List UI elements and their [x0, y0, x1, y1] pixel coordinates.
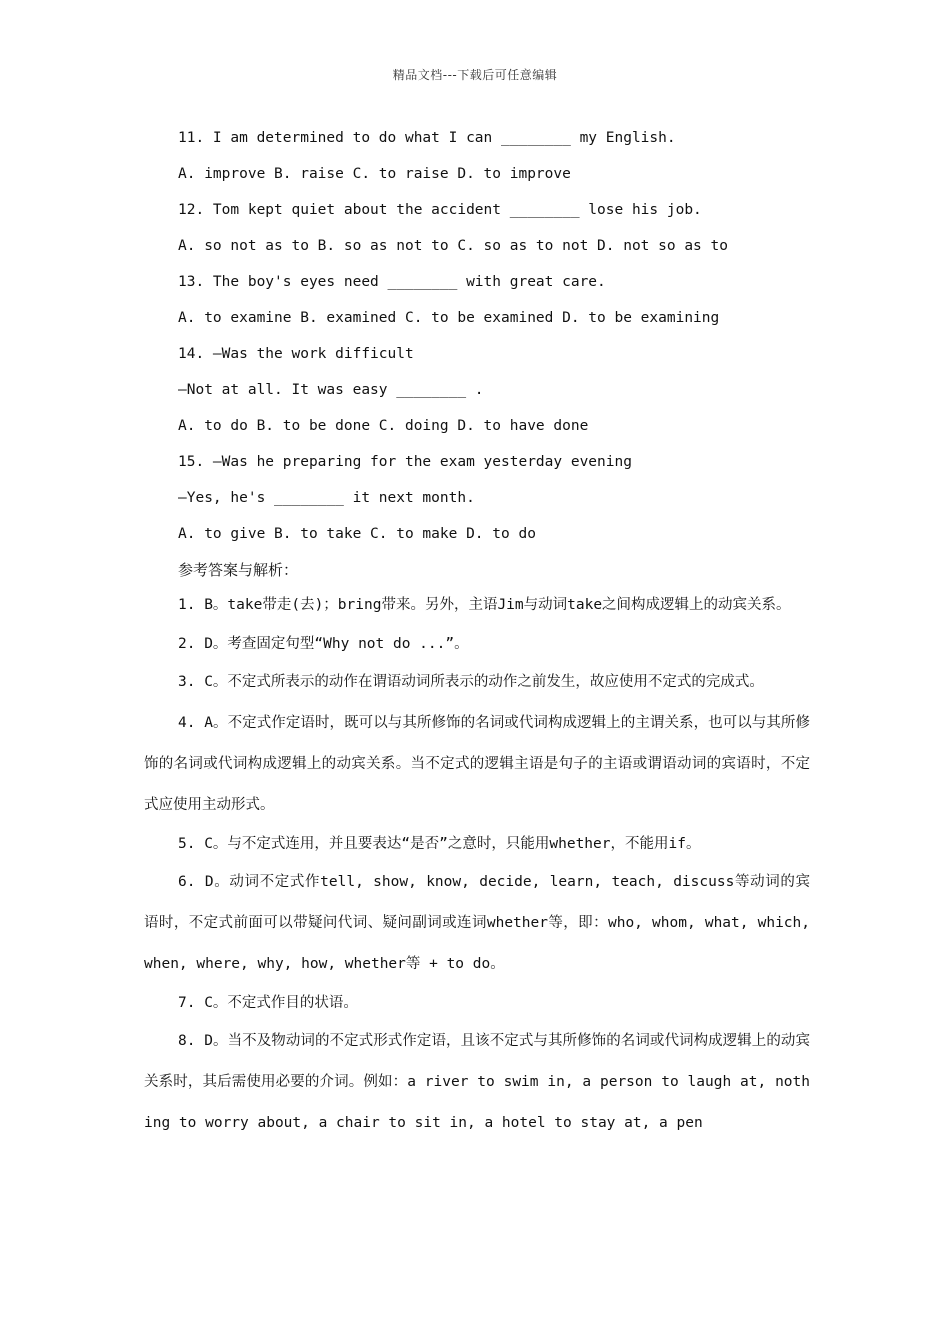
- answer-5: 5. C。与不定式连用，并且要表达“是否”之意时，只能用whether，不能用if。: [178, 836, 701, 852]
- answer-2: 2. D。考查固定句型“Why not do ...”。: [178, 636, 469, 652]
- options-14: A. to do B. to be done C. doing D. to have done: [178, 418, 589, 434]
- options-12: A. so not as to B. so as not to C. so as to not D. not so as to: [178, 238, 728, 254]
- question-15-reply: —Yes, he's ________ it next month.: [178, 490, 475, 506]
- options-15: A. to give B. to take C. to make D. to do: [178, 526, 536, 542]
- question-12: 12. Tom kept quiet about the accident ________ lose his job.: [178, 202, 702, 218]
- question-15: 15. —Was he preparing for the exam yesterday evening: [178, 454, 632, 470]
- answer-1: 1. B。take带走(去)；bring带来。另外，主语Jim与动词take之间构成逻辑上的动宾关系。: [178, 597, 791, 613]
- question-11: 11. I am determined to do what I can ________ my English.: [178, 130, 676, 146]
- answer-3: 3. C。不定式所表示的动作在谓语动词所表示的动作之前发生，故应使用不定式的完成式。: [178, 674, 764, 690]
- question-13: 13. The boy's eyes need ________ with great care.: [178, 274, 606, 290]
- document-body: [144, 120, 810, 1144]
- options-13: A. to examine B. examined C. to be examined D. to be examining: [178, 310, 720, 326]
- answer-4: 4. A。不定式作定语时，既可以与其所修饰的名词或代词构成逻辑上的主谓关系，也可以与其所修饰的名词或代词构成逻辑上的动宾关系。当不定式的逻辑主语是句子的主语或谓语动词的宾语时，不定式应使用主动形式。: [144, 715, 810, 813]
- answers-title: 参考答案与解析：: [178, 561, 299, 579]
- options-11: A. improve B. raise C. to raise D. to improve: [178, 166, 571, 182]
- question-14: 14. —Was the work difficult: [178, 346, 414, 362]
- question-14-reply: —Not at all. It was easy ________ .: [178, 382, 484, 398]
- answer-6: 6. D。动词不定式作tell, show, know, decide, learn, teach, discuss等动词的宾语时，不定式前面可以带疑问代词、疑问副词或连词whether等，即：who, whom, what, which, when, where, why, how, whether等 + to do。: [144, 874, 810, 972]
- answer-8: 8. D。当不及物动词的不定式形式作定语，且该不定式与其所修饰的名词或代词构成逻辑上的动宾关系时，其后需使用必要的介词。例如：a river to swim in, a person to laugh at, nothing to worry about, a chair to sit in, a hotel to stay at, a pen: [144, 1033, 810, 1131]
- answer-7: 7. C。不定式作目的状语。: [178, 995, 358, 1011]
- page-header: 精品文档---下载后可任意编辑: [392, 68, 558, 82]
